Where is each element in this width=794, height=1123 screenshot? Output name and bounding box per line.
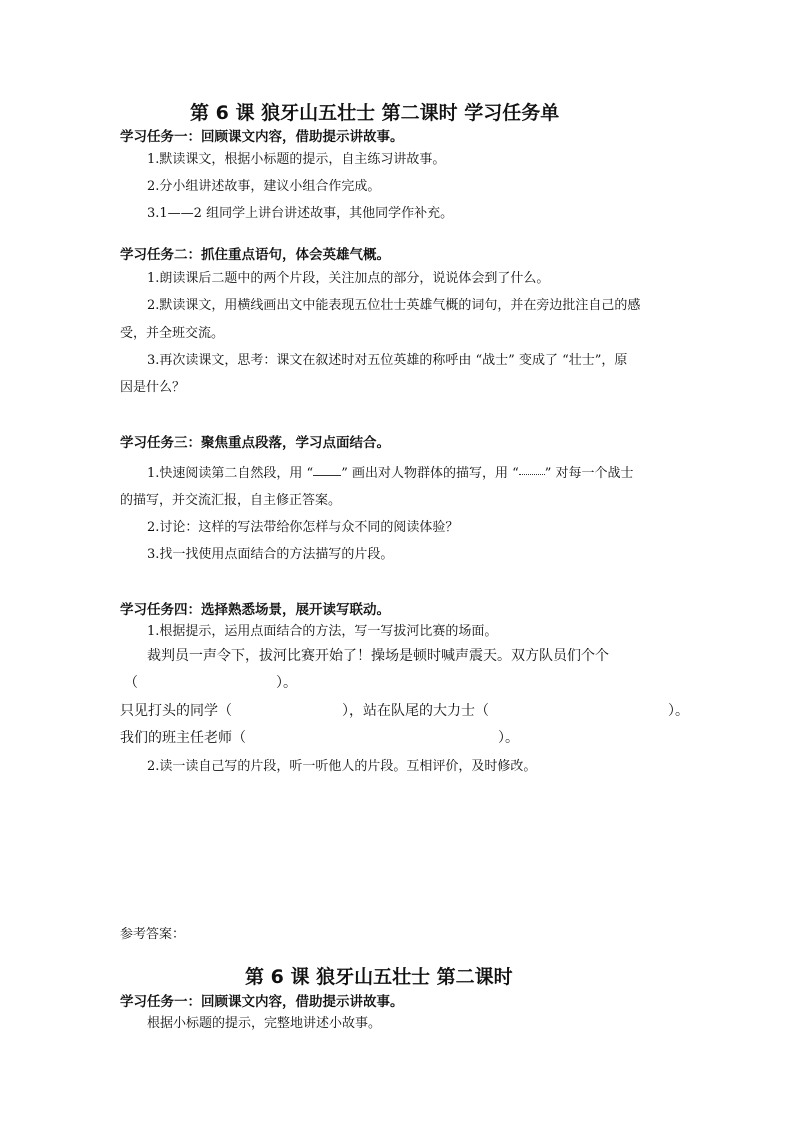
task2-item-3-line2: 因是什么？ [120, 380, 186, 395]
task3-item-2: 2.讨论：这样的写法带给你怎样与众不同的阅读体验？ [147, 520, 459, 535]
task2-item-1: 1.朗读课后二题中的两个片段，关注加点的部分，说说体会到了什么。 [147, 271, 550, 286]
answers-title: 第 6 课 狼牙山五壮士 第二课时 [245, 966, 513, 988]
essay-line-3-a: 只见打头的同学（ [120, 703, 232, 719]
essay-line-2-close: ）。 [276, 675, 297, 691]
task2-item-3-line1: 3.再次读课文，思考：课文在叙述时对五位英雄的称呼由 “战士” 变成了 “壮士”，原 [147, 353, 628, 368]
wavy-underline-mark [519, 466, 545, 475]
task1-item-3: 3.1——2 组同学上讲台讲述故事，其他同学作补充。 [147, 206, 454, 221]
task4-item-2: 2.读一读自己写的片段，听一听他人的片段。互相评价，及时修改。 [147, 759, 537, 774]
task2-item-2-line2: 受，并全班交流。 [120, 326, 225, 341]
essay-line-3-c: ）。 [668, 703, 689, 719]
essay-line-3-b: ），站在队尾的大力士（ [342, 703, 489, 719]
task1-item-2: 2.分小组讲述故事，建议小组合作完成。 [147, 179, 381, 194]
essay-line-1: 裁判员一声令下，拔河比赛开始了！操场是顿时喊声震天。双方队员们个个 [147, 648, 609, 664]
task4-heading: 学习任务四：选择熟悉场景，展开读写联动。 [120, 602, 390, 618]
task3-item-3: 3.找一找使用点面结合的方法描写的片段。 [147, 547, 394, 562]
answers-label: 参考答案： [120, 927, 186, 942]
page-title: 第 6 课 狼牙山五壮士 第二课时 学习任务单 [190, 102, 560, 124]
task3-heading: 学习任务三：聚焦重点段落，学习点面结合。 [120, 435, 390, 451]
task3-item-1-line1 [147, 462, 634, 481]
task3-item-1-line2: 的描写，并交流汇报，自主修正答案。 [120, 493, 342, 508]
essay-line-4-b: ）。 [498, 730, 519, 746]
task3-item-1-text-c: ” 对每一个战士 [544, 466, 634, 481]
task1-heading: 学习任务一：回顾课文内容，借助提示讲故事。 [120, 129, 404, 145]
task2-heading: 学习任务二：抓住重点语句，体会英雄气概。 [120, 247, 390, 263]
answers-task1-item: 根据小标题的提示，完整地讲述小故事。 [147, 1016, 382, 1031]
task3-item-1-text-b: ” 画出对人物群体的描写，用 “ [341, 466, 519, 481]
straight-underline-mark [313, 465, 341, 476]
essay-line-2-open: （ [124, 675, 138, 691]
task3-item-1-text-a: 1.快速阅读第二自然段，用 “ [147, 466, 314, 481]
task4-item-1: 1.根据提示，运用点面结合的方法，写一写拔河比赛的场面。 [147, 624, 498, 639]
essay-line-4-a: 我们的班主任老师（ [120, 730, 246, 746]
answers-task1-heading: 学习任务一：回顾课文内容，借助提示讲故事。 [120, 994, 404, 1010]
task1-item-1: 1.默读课文，根据小标题的提示，自主练习讲故事。 [147, 152, 446, 167]
task2-item-2-line1: 2.默读课文，用横线画出文中能表现五位壮士英雄气概的词句，并在旁边批注自己的感 [147, 298, 641, 313]
